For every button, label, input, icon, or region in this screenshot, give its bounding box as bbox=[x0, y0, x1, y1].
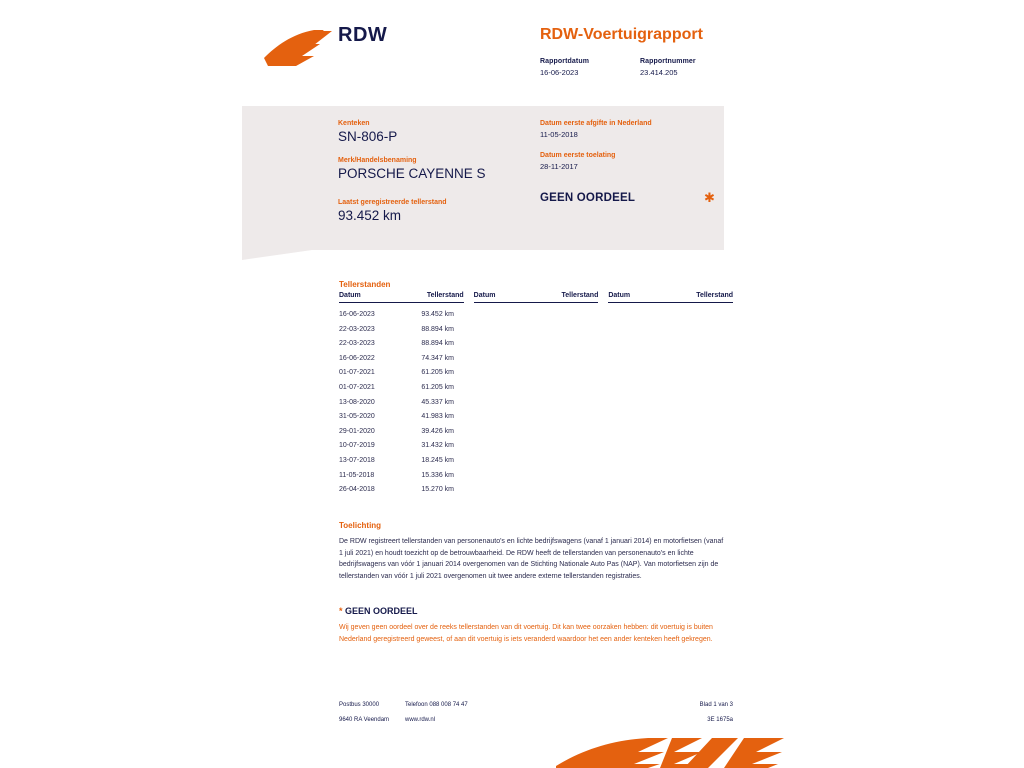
report-date-value: 16-06-2023 bbox=[540, 68, 579, 77]
table-row bbox=[339, 323, 454, 338]
cell-reading: 18.245 km bbox=[421, 456, 454, 464]
table-row bbox=[339, 308, 454, 323]
cell-reading: 61.205 km bbox=[421, 383, 454, 391]
verdict-star-icon: * bbox=[339, 606, 343, 616]
make-value: PORSCHE CAYENNE S bbox=[338, 166, 486, 181]
table-row bbox=[339, 483, 454, 498]
footer-postcode: 9640 RA Veendam bbox=[339, 717, 390, 723]
first-nl-value: 11-05-2018 bbox=[540, 130, 578, 139]
rdw-watermark-icon bbox=[552, 736, 788, 768]
cell-reading: 39.426 km bbox=[421, 427, 454, 435]
cell-reading: 74.347 km bbox=[421, 354, 454, 362]
table-row bbox=[339, 366, 454, 381]
table-header bbox=[339, 292, 733, 303]
brand-title: RDW bbox=[338, 24, 388, 46]
cell-date: 01-07-2021 bbox=[339, 383, 375, 391]
cell-reading: 45.337 km bbox=[421, 398, 454, 406]
first-nl-block bbox=[540, 120, 710, 139]
verdict-heading bbox=[339, 606, 418, 616]
cell-reading: 15.270 km bbox=[421, 486, 454, 494]
report-number-label: Rapportnummer bbox=[640, 58, 696, 65]
star-icon: ✱ bbox=[704, 190, 715, 205]
col-reading-1: Tellerstand bbox=[426, 292, 464, 299]
odometer-section-title: Tellerstanden bbox=[339, 280, 391, 289]
make-label: Merk/Handelsbenaming bbox=[338, 157, 417, 164]
first-nl-label: Datum eerste afgifte in Nederland bbox=[540, 120, 652, 127]
col-reading-3: Tellerstand bbox=[696, 292, 734, 299]
table-body bbox=[339, 308, 454, 498]
odometer-block bbox=[338, 199, 508, 223]
table-row bbox=[339, 410, 454, 425]
footer-phone: Telefoon 088 008 74 47 bbox=[405, 702, 468, 708]
licence-value: SN-806-P bbox=[338, 129, 398, 144]
table-row bbox=[339, 381, 454, 396]
cell-date: 31-05-2020 bbox=[339, 413, 375, 421]
panel-notch bbox=[242, 250, 312, 260]
table-row bbox=[339, 469, 454, 484]
cell-date: 13-07-2018 bbox=[339, 456, 375, 464]
first-admission-label: Datum eerste toelating bbox=[540, 152, 616, 159]
footer-website: www.rdw.nl bbox=[405, 717, 436, 723]
cell-date: 16-06-2023 bbox=[339, 311, 375, 318]
cell-date: 13-08-2020 bbox=[339, 398, 375, 406]
odometer-table bbox=[339, 292, 733, 498]
footer bbox=[339, 702, 733, 732]
explanation-title: Toelichting bbox=[339, 521, 382, 530]
verdict-heading-text: GEEN OORDEEL bbox=[345, 606, 418, 616]
cell-date: 11-05-2018 bbox=[339, 471, 375, 479]
cell-reading: 41.983 km bbox=[421, 413, 454, 421]
explanation-body: De RDW registreert tellerstanden van personenauto's en lichte bedrijfswagens (vanaf 1 januari 2014) en motorfietsen (vanaf 1 juli 2021) en houdt toezicht op de betrouwbaarheid. De RDW heeft de tellerstanden van personenauto's en lichte bedrijfswagens van vóór 1 januari 2014 overgenomen van de Stichting Nationale Auto Pas (NAP). Van motorfietsen zijn de tellerstanden van vóór 1 juli 2021 overgenomen uit twee andere externe tellerstanden registraties. bbox=[339, 538, 724, 581]
col-reading-2: Tellerstand bbox=[561, 292, 599, 299]
table-row bbox=[339, 352, 454, 367]
col-date-1: Datum bbox=[339, 292, 361, 299]
cell-date: 22-03-2023 bbox=[339, 325, 375, 333]
cell-date: 10-07-2019 bbox=[339, 442, 375, 450]
cell-reading: 88.894 km bbox=[421, 340, 454, 348]
cell-date: 16-06-2022 bbox=[339, 354, 375, 362]
cell-reading: 61.205 km bbox=[421, 369, 454, 377]
odometer-value: 93.452 km bbox=[338, 208, 402, 223]
col-date-2: Datum bbox=[473, 292, 496, 299]
licence-label: Kenteken bbox=[338, 120, 370, 127]
odometer-label: Laatst geregistreerde tellerstand bbox=[338, 199, 447, 206]
table-row bbox=[339, 425, 454, 440]
cell-date: 22-03-2023 bbox=[339, 340, 375, 348]
table-row bbox=[339, 439, 454, 454]
cell-reading: 15.336 km bbox=[421, 471, 454, 479]
cell-reading: 93.452 km bbox=[421, 311, 454, 318]
footer-code: 3E 1675a bbox=[707, 717, 733, 723]
col-date-3: Datum bbox=[608, 292, 631, 299]
page-title: RDW-Voertuigrapport bbox=[540, 26, 703, 43]
footer-postbus: Postbus 30000 bbox=[339, 702, 380, 708]
verdict-body: Wij geven geen oordeel over de reeks tellerstanden van dit voertuig. Dit kan twee oorzaken hebben: dit voertuig is buiten Nederland geregistreerd geweest, of aan dit voertuig is iets veranderd waardoor het een ander kenteken heeft gekregen. bbox=[339, 624, 713, 643]
table-row bbox=[339, 337, 454, 352]
header-meta bbox=[540, 58, 800, 77]
cell-date: 29-01-2020 bbox=[339, 427, 375, 435]
first-admission-block bbox=[540, 152, 710, 171]
first-admission-value: 28-11-2017 bbox=[540, 162, 578, 171]
cell-date: 26-04-2018 bbox=[339, 486, 375, 494]
table-row bbox=[339, 396, 454, 411]
cell-reading: 88.894 km bbox=[421, 325, 454, 333]
make-block bbox=[338, 157, 508, 181]
licence-block bbox=[338, 120, 508, 144]
cell-reading: 31.432 km bbox=[421, 442, 454, 450]
report-number-value: 23.414.205 bbox=[640, 68, 678, 77]
verdict-badge: GEEN OORDEEL bbox=[540, 192, 636, 204]
vehicle-summary-panel bbox=[242, 106, 724, 250]
report-date-label: Rapportdatum bbox=[540, 58, 590, 65]
cell-date: 01-07-2021 bbox=[339, 369, 375, 377]
table-row bbox=[339, 454, 454, 469]
footer-page: Blad 1 van 3 bbox=[699, 702, 733, 708]
